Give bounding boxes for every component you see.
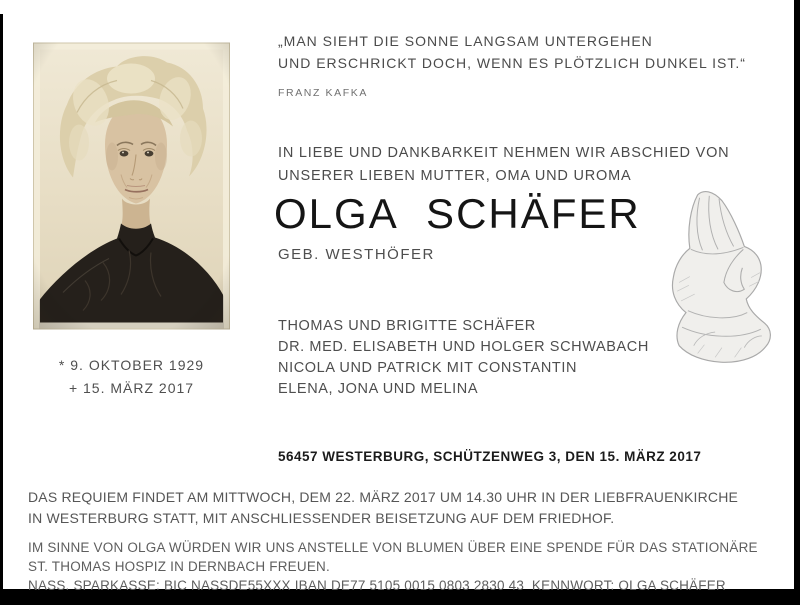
donation-note xyxy=(28,538,758,595)
portrait-photo xyxy=(33,42,230,330)
mourner-line: ELENA, JONA UND MELINA xyxy=(278,381,479,397)
birth-date: * 9. OKTOBER 1929 xyxy=(58,357,205,373)
service-line-1: DAS REQUIEM FINDET AM MITTWOCH, DEM 22. MÄRZ 2017 UM 14.30 UHR IN DER LIEBFRAUENKIRCHE xyxy=(28,489,739,505)
maiden-name: GEB. WESTHÖFER xyxy=(278,246,435,263)
farewell-intro xyxy=(278,142,729,188)
death-date: + 15. MÄRZ 2017 xyxy=(68,380,195,396)
scan-border-left xyxy=(0,14,3,605)
mourners-list xyxy=(278,316,649,400)
quote-line-1: „MAN SIEHT DIE SONNE LANGSAM UNTERGEHEN xyxy=(278,33,653,49)
service-line-2: IN WESTERBURG STATT, MIT ANSCHLIESSENDER BEISETZUNG AUF DEM FRIEDHOF. xyxy=(28,510,615,526)
donation-line-2: ST. THOMAS HOSPIZ IN DERNBACH FREUEN. xyxy=(28,559,330,574)
praying-hands-icon xyxy=(646,190,794,370)
bank-details-line: NASS. SPARKASSE: BIC NASSDE55XXX IBAN DE77 5105 0015 0803 2830 43 KENNWORT: OLGA SCHÄFER xyxy=(28,578,726,593)
intro-line-2: UNSERER LIEBEN MUTTER, OMA UND UROMA xyxy=(278,168,632,184)
portrait-photo-illustration xyxy=(33,42,230,330)
quote-attribution: FRANZ KAFKA xyxy=(278,87,368,99)
intro-line-1: IN LIEBE UND DANKBARKEIT NEHMEN WIR ABSCHIED VON xyxy=(278,145,730,161)
address-date-line: 56457 WESTERBURG, SCHÜTZENWEG 3, DEN 15. MÄRZ 2017 xyxy=(278,449,702,464)
scan-border-right xyxy=(794,0,800,605)
life-dates xyxy=(33,354,230,400)
mourner-line: DR. MED. ELISABETH UND HOLGER SCHWABACH xyxy=(278,339,649,355)
donation-line-1: IM SINNE VON OLGA WÜRDEN WIR UNS ANSTELLE VON BLUMEN ÜBER EINE SPENDE FÜR DAS STATIONÄRE xyxy=(28,540,758,555)
service-info xyxy=(28,487,738,529)
quote-line-2: UND ERSCHRICKT DOCH, WENN ES PLÖTZLICH DUNKEL IST.“ xyxy=(278,55,746,71)
mourner-line: NICOLA UND PATRICK MIT CONSTANTIN xyxy=(278,360,578,376)
mourner-line: THOMAS UND BRIGITTE SCHÄFER xyxy=(278,318,536,334)
praying-hands-image xyxy=(646,190,794,370)
deceased-name: OLGA SCHÄFER xyxy=(274,190,641,237)
memorial-quote xyxy=(278,30,746,104)
